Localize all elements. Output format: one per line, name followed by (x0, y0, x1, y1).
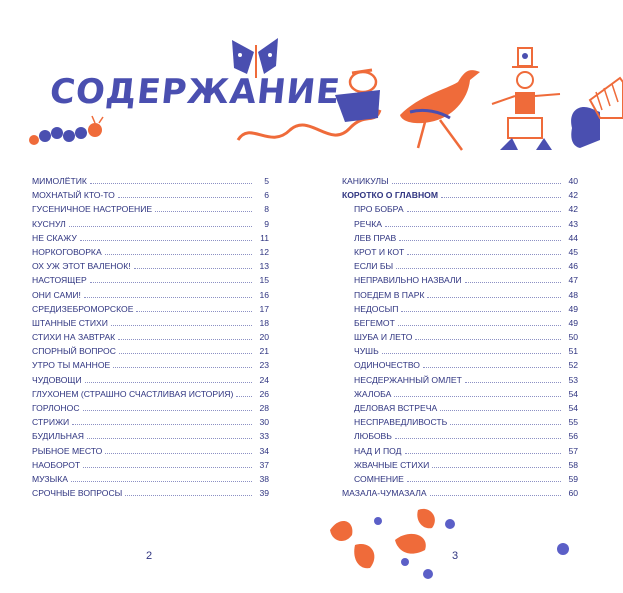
toc-entry-page: 6 (264, 190, 269, 201)
toc-leader-dots (134, 261, 252, 269)
left-page-number: 2 (146, 550, 153, 562)
toc-entry-page: 24 (259, 374, 269, 385)
toc-leader-dots (90, 275, 252, 283)
toc-entry (32, 417, 269, 431)
toc-entry-title: ЖВАЧНЫЕ СТИХИ (354, 459, 430, 470)
toc-entry (342, 190, 578, 204)
toc-leader-dots (385, 219, 561, 227)
toc-entry-title: НАСТОЯЩЕР (32, 275, 87, 286)
toc-entry-page: 12 (259, 246, 269, 257)
toc-entry-page: 49 (568, 317, 578, 328)
toc-leader-dots (396, 261, 561, 269)
toc-entry-page: 46 (568, 261, 578, 272)
toc-entry-page: 5 (264, 176, 269, 186)
toc-entry (342, 204, 578, 218)
toc-leader-dots (432, 460, 561, 468)
toc-entry-title: НАД И ПОД (354, 445, 402, 456)
toc-leader-dots (118, 332, 252, 340)
toc-leader-dots (105, 247, 252, 255)
toc-left-column (32, 176, 269, 502)
toc-entry-title: ОДИНОЧЕСТВО (354, 360, 420, 371)
toc-entry (342, 290, 578, 304)
toc-leader-dots (405, 446, 562, 454)
toc-entry (342, 417, 578, 431)
toc-entry (342, 332, 578, 346)
toc-entry (342, 488, 578, 502)
toc-leader-dots (440, 403, 561, 411)
toc-entry-page: 23 (259, 360, 269, 371)
toc-entry (32, 190, 269, 204)
toc-entry (32, 332, 269, 346)
toc-entry-title: ПОЕДЕМ В ПАРК (354, 289, 425, 300)
bird-icon (400, 70, 480, 150)
toc-entry-page: 54 (568, 388, 578, 399)
toc-entry (32, 233, 269, 247)
toc-leader-dots (105, 446, 252, 454)
toc-entry-page: 8 (264, 204, 269, 215)
toc-leader-dots (125, 488, 252, 496)
toc-entry (32, 261, 269, 275)
toc-entry-page: 51 (568, 346, 578, 357)
toc-entry-page: 45 (568, 246, 578, 257)
toc-entry-title: ЧУШЬ (354, 346, 379, 357)
toc-entry-page: 33 (259, 431, 269, 442)
toc-entry (342, 176, 578, 190)
toc-entry (32, 290, 269, 304)
toc-entry-page: 43 (568, 218, 578, 229)
toc-entry-title: КУСНУЛ (32, 218, 66, 229)
toc-leader-dots (136, 304, 252, 312)
toc-leader-dots (155, 204, 252, 212)
toc-entry (32, 204, 269, 218)
toc-entry-title: ЕСЛИ БЫ (354, 261, 394, 272)
toc-leader-dots (427, 290, 561, 298)
toc-entry-page: 34 (259, 445, 269, 456)
toc-entry-title: ШУБА И ЛЕТО (354, 332, 413, 343)
toc-entry (32, 318, 269, 332)
toc-entry-page: 38 (259, 473, 269, 484)
toc-entry (32, 247, 269, 261)
toc-entry-title: НЕДОСЫП (354, 303, 399, 314)
toc-entry (32, 346, 269, 360)
toc-leader-dots (84, 290, 252, 298)
toc-entry-title: КОРОТКО О ГЛАВНОМ (342, 190, 439, 201)
toc-entry (342, 460, 578, 474)
toc-entry-page: 53 (568, 374, 578, 385)
toc-entry-page: 40 (568, 176, 578, 186)
toc-entry (32, 446, 269, 460)
toc-entry-title: ШТАННЫЕ СТИХИ (32, 317, 108, 328)
toc-entry-title: ЛЕВ ПРАВ (354, 232, 397, 243)
toc-entry-title: КАНИКУЛЫ (342, 176, 389, 186)
toc-entry (32, 460, 269, 474)
toc-leader-dots (441, 190, 561, 198)
toc-entry-title: ЧУДОВОЩИ (32, 374, 82, 385)
toc-entry-title: ЖАЛОБА (354, 388, 392, 399)
toc-leader-dots (407, 204, 561, 212)
toc-entry (342, 431, 578, 445)
toc-entry-page: 54 (568, 403, 578, 413)
toc-entry-title: РЕЧКА (354, 218, 382, 229)
toc-entry (32, 375, 269, 389)
toc-leader-dots (392, 176, 561, 184)
toc-leader-dots (71, 474, 252, 482)
toc-entry-title: СПОРНЫЙ ВОПРОС (32, 346, 116, 357)
toc-entry-title: СРЕДИЗЕБРОМОРСКОЕ (32, 303, 134, 314)
toc-entry-page: 47 (568, 275, 578, 286)
toc-leader-dots (395, 431, 561, 439)
toc-entry (342, 275, 578, 289)
toc-entry-page: 48 (568, 289, 578, 300)
toc-leader-dots (113, 360, 252, 368)
toc-entry (32, 219, 269, 233)
toc-entry-page: 11 (260, 232, 269, 243)
toc-entry-title: ГЛУХОНЕМ (СТРАШНО СЧАСТЛИВАЯ ИСТОРИЯ) (32, 388, 234, 399)
toc-entry (32, 275, 269, 289)
toc-entry (32, 389, 269, 403)
toc-leader-dots (118, 190, 252, 198)
toc-entry (342, 474, 578, 488)
toc-entry-page: 18 (259, 317, 269, 328)
toc-entry-title: БЕГЕМОТ (354, 317, 395, 328)
toc-entry-title: МИМОЛЁТИК (32, 176, 87, 186)
toc-entry-title: ГОРЛОНОС (32, 403, 80, 413)
toc-entry-page: 50 (568, 332, 578, 343)
right-page-number: 3 (452, 550, 459, 562)
toc-entry (32, 403, 269, 417)
toc-entry (342, 403, 578, 417)
toc-entry-page: 21 (259, 346, 269, 357)
toc-leader-dots (83, 403, 252, 411)
toc-entry-title: ДЕЛОВАЯ ВСТРЕЧА (354, 403, 438, 413)
toc-entry-page: 52 (568, 360, 578, 371)
toc-entry (32, 488, 269, 502)
toc-entry (32, 304, 269, 318)
toc-entry-title: МАЗАЛА-ЧУМАЗАЛА (342, 488, 427, 499)
toc-entry-page: 17 (259, 303, 269, 314)
dot-icon (557, 543, 569, 555)
toc-entry-page: 42 (568, 204, 578, 215)
toc-entry-page: 20 (259, 332, 269, 343)
toc-entry-title: МОХНАТЫЙ КТО-ТО (32, 190, 115, 201)
page-title: СОДЕРЖАНИЕ (47, 72, 343, 112)
toc-leader-dots (450, 417, 561, 425)
toc-entry-title: УТРО ТЫ МАННОЕ (32, 360, 111, 371)
toc-entry-title: ПРО БОБРА (354, 204, 404, 215)
toc-entry-page: 58 (568, 459, 578, 470)
toc-entry-page: 56 (568, 431, 578, 442)
creature-icon (571, 78, 623, 148)
toc-leader-dots (69, 219, 252, 227)
toc-entry (342, 318, 578, 332)
toc-leader-dots (83, 460, 252, 468)
toc-entry (342, 375, 578, 389)
toc-entry (32, 176, 269, 190)
toc-leader-dots (80, 233, 252, 241)
toc-entry-page: 39 (259, 488, 269, 499)
toc-entry-title: ОНИ САМИ! (32, 289, 81, 300)
toc-entry-page: 60 (568, 488, 578, 499)
toc-entry-page: 28 (259, 403, 269, 413)
toc-leader-dots (407, 247, 561, 255)
toc-leader-dots (382, 346, 561, 354)
toc-entry-title: НЕСДЕРЖАННЫЙ ОМЛЕТ (354, 374, 462, 385)
toc-entry (342, 247, 578, 261)
toc-leader-dots (465, 275, 561, 283)
toc-entry-page: 16 (259, 289, 269, 300)
toc-leader-dots (87, 431, 252, 439)
toc-leader-dots (415, 332, 561, 340)
toc-entry (342, 346, 578, 360)
toc-entry-title: РЫБНОЕ МЕСТО (32, 445, 103, 456)
toc-entry-page: 37 (259, 459, 269, 470)
toc-leader-dots (111, 318, 252, 326)
toc-entry-title: НЕ СКАЖУ (32, 232, 77, 243)
toc-leader-dots (407, 474, 561, 482)
toc-entry-title: МУЗЫКА (32, 473, 68, 484)
toc-entry-page: 42 (568, 190, 578, 201)
toc-entry-title: НОРКОГОВОРКА (32, 246, 102, 257)
toc-entry (32, 360, 269, 374)
toc-entry (342, 233, 578, 247)
toc-entry-page: 55 (568, 417, 578, 428)
toc-entry-title: НЕПРАВИЛЬНО НАЗВАЛИ (354, 275, 462, 286)
toc-leader-dots (399, 233, 561, 241)
toc-entry (342, 304, 578, 318)
toc-leader-dots (394, 389, 561, 397)
toc-entry-title: ГУСЕНИЧНОЕ НАСТРОЕНИЕ (32, 204, 153, 215)
toc-entry (342, 389, 578, 403)
toc-entry-page: 57 (568, 445, 578, 456)
toc-entry-page: 49 (568, 303, 578, 314)
caterpillar-icon (29, 116, 103, 145)
toc-entry-title: ЛЮБОВЬ (354, 431, 392, 442)
toc-leader-dots (423, 360, 561, 368)
toc-entry (32, 474, 269, 488)
toc-leader-dots (465, 375, 561, 383)
toc-entry-title: СТРИЖИ (32, 417, 70, 428)
leaves-icon (330, 509, 455, 579)
toc-entry-page: 59 (568, 473, 578, 484)
toc-entry-page: 44 (568, 232, 578, 243)
toc-entry-page: 13 (259, 261, 269, 272)
toc-entry (342, 446, 578, 460)
toc-entry-title: НЕСПРАВЕДЛИВОСТЬ (354, 417, 448, 428)
toc-entry-title: СТИХИ НА ЗАВТРАК (32, 332, 116, 343)
toc-entry-page: 30 (259, 417, 269, 428)
toc-leader-dots (72, 417, 252, 425)
toc-leader-dots (90, 176, 252, 184)
toc-entry (32, 431, 269, 445)
toc-entry-title: НАОБОРОТ (32, 459, 81, 470)
toc-entry-page: 15 (259, 275, 269, 286)
toc-right-column (342, 176, 578, 502)
toc-leader-dots (85, 375, 252, 383)
person-icon (492, 48, 560, 150)
toc-entry-page: 26 (259, 388, 269, 399)
toc-leader-dots (398, 318, 561, 326)
toc-entry-title: ОХ УЖ ЭТОТ ВАЛЕНОК! (32, 261, 131, 272)
toc-entry (342, 219, 578, 233)
toc-leader-dots (119, 346, 252, 354)
toc-entry-page: 9 (264, 218, 269, 229)
toc-entry-title: КРОТ И КОТ (354, 246, 405, 257)
toc-entry (342, 360, 578, 374)
toc-entry-title: СОМНЕНИЕ (354, 473, 404, 484)
toc-entry-title: СРОЧНЫЕ ВОПРОСЫ (32, 488, 123, 499)
toc-leader-dots (401, 304, 561, 312)
toc-entry (342, 261, 578, 275)
toc-entry-title: БУДИЛЬНАЯ (32, 431, 84, 442)
toc-leader-dots (430, 488, 561, 496)
toc-leader-dots (236, 389, 252, 397)
